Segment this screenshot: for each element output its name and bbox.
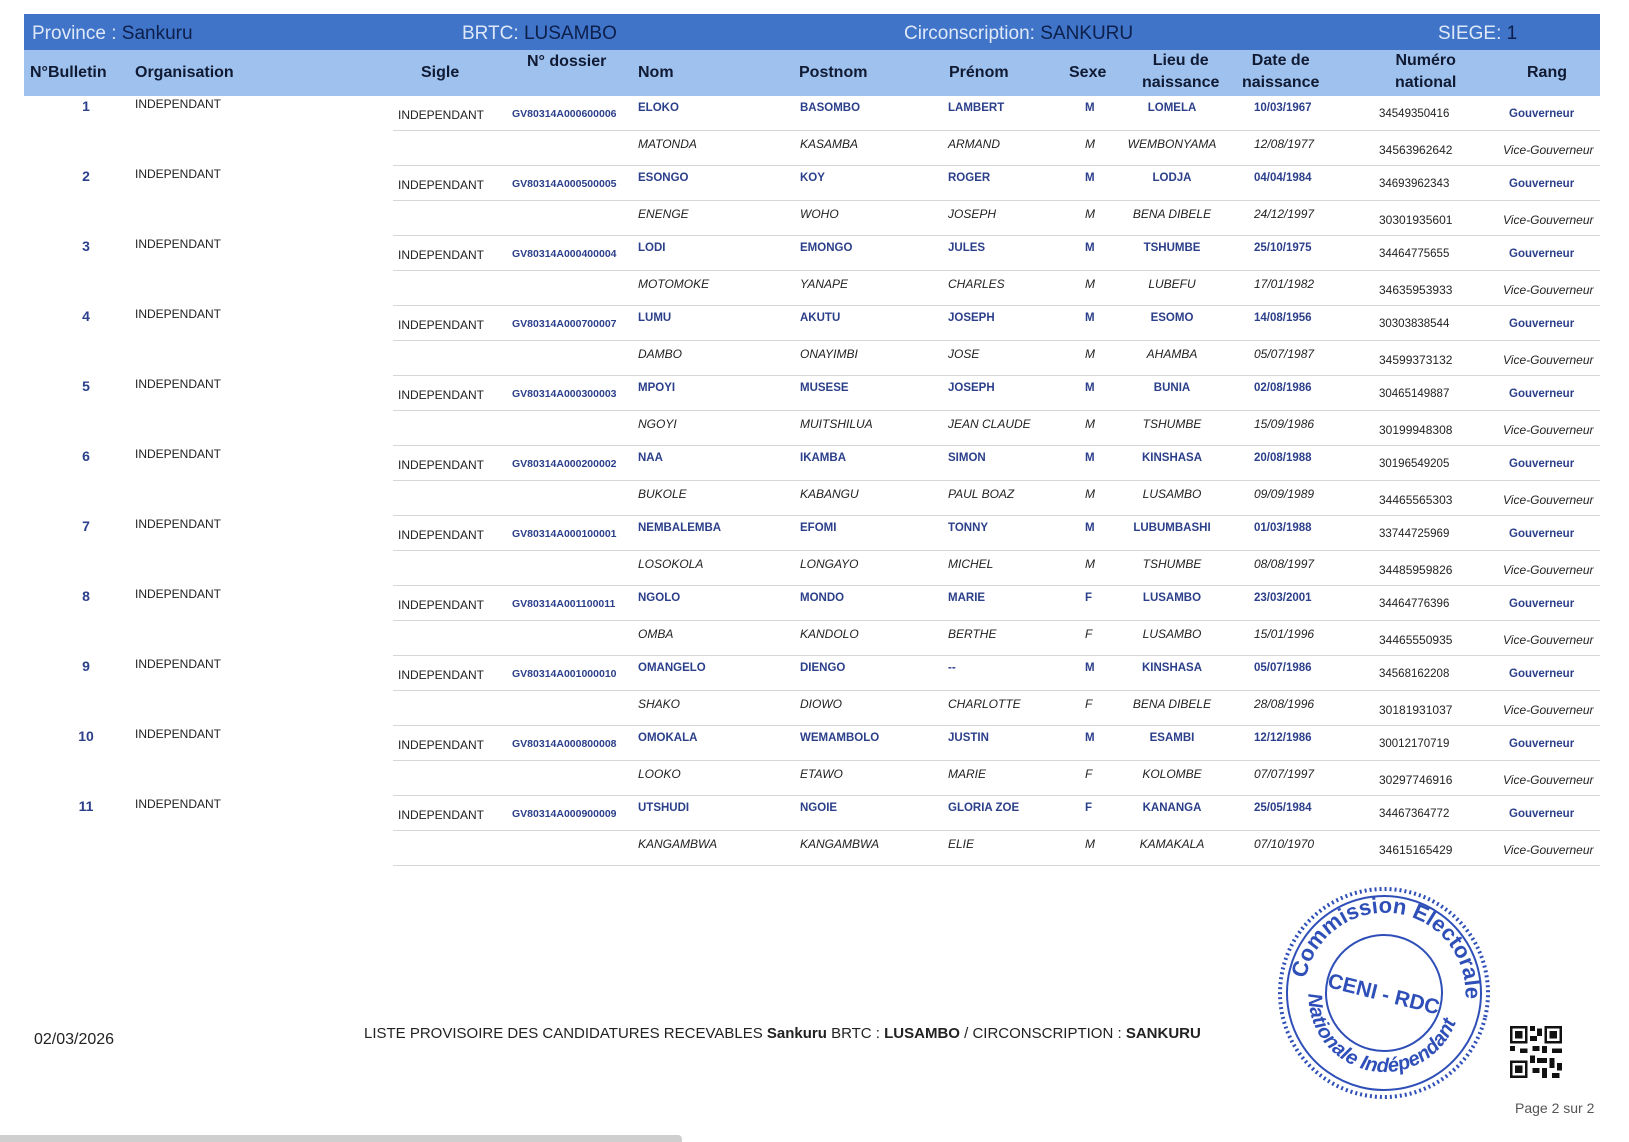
col-prenom: Prénom <box>949 64 1009 81</box>
cell-rang: Vice-Gouverneur <box>1503 353 1594 367</box>
circonscription-field <box>904 23 1133 45</box>
cell-lieu: KINSHASA <box>1141 452 1203 464</box>
qr-code-icon <box>1510 1026 1562 1078</box>
table-row-vice-gouverneur <box>0 411 1629 446</box>
cell-rang: Vice-Gouverneur <box>1503 213 1594 227</box>
cell-lieu: LUSAMBO <box>1142 487 1202 501</box>
cell-rang: Vice-Gouverneur <box>1503 493 1594 507</box>
cell-lieu: KAMAKALA <box>1139 837 1205 851</box>
table-row-gouverneur <box>0 96 1629 131</box>
cell-prenom: ARMAND <box>948 137 1001 151</box>
cell-nom: NGOYI <box>638 417 677 431</box>
table-row-vice-gouverneur <box>0 551 1629 586</box>
cell-prenom: JOSE <box>948 347 980 361</box>
cell-postnom: EMONGO <box>800 242 853 254</box>
cell-postnom: WOHO <box>800 207 839 221</box>
circonscription-value: SANKURU <box>1040 23 1134 44</box>
cell-sexe: M <box>1085 137 1095 151</box>
cell-date: 05/07/1986 <box>1254 662 1312 674</box>
cell-numero: 34599373132 <box>1379 353 1453 367</box>
sigle: INDEPENDANT <box>398 178 485 192</box>
cell-prenom: JUSTIN <box>948 732 989 744</box>
cell-numero: 34464776396 <box>1379 598 1450 610</box>
sigle: INDEPENDANT <box>398 668 485 682</box>
col-lieu-line2: naissance <box>1142 74 1220 91</box>
cell-lieu: LUBUMBASHI <box>1133 522 1211 534</box>
cell-nom: OMANGELO <box>638 662 706 674</box>
organisation: INDEPENDANT <box>135 517 222 531</box>
cell-sexe: M <box>1085 277 1095 291</box>
organisation: INDEPENDANT <box>135 97 222 111</box>
stamp-bottom-text: Nationale Indépendante <box>1303 992 1461 1078</box>
cell-postnom: KANGAMBWA <box>800 837 880 851</box>
footer-text-1: LISTE PROVISOIRE DES CANDIDATURES RECEVABLES <box>364 1025 767 1042</box>
col-numero <box>1395 50 1456 94</box>
cell-date: 15/01/1996 <box>1254 627 1315 641</box>
cell-date: 25/05/1984 <box>1254 802 1312 814</box>
cell-nom: LOOKO <box>638 767 681 781</box>
cell-sexe: F <box>1085 627 1093 641</box>
brtc-value: LUSAMBO <box>523 23 617 44</box>
cell-numero: 30181931037 <box>1379 703 1453 717</box>
bulletin-number: 5 <box>82 378 90 394</box>
cell-postnom: YANAPE <box>800 277 849 291</box>
cell-lieu: BENA DIBELE <box>1132 207 1212 221</box>
organisation: INDEPENDANT <box>135 237 222 251</box>
sigle: INDEPENDANT <box>398 248 485 262</box>
cell-date: 10/03/1967 <box>1254 102 1312 114</box>
cell-numero: 34464775655 <box>1379 248 1450 260</box>
cell-prenom: MICHEL <box>948 557 994 571</box>
bulletin-number: 9 <box>82 658 90 674</box>
dossier-number: GV80314A000200002 <box>512 458 617 470</box>
col-date-line2: naissance <box>1242 74 1320 91</box>
cell-prenom: PAUL BOAZ <box>948 487 1015 501</box>
cell-date: 12/08/1977 <box>1254 137 1315 151</box>
cell-nom: LOSOKOLA <box>638 557 704 571</box>
cell-rang: Gouverneur <box>1509 178 1575 190</box>
cell-nom: MPOYI <box>638 382 676 394</box>
table-row-gouverneur <box>0 166 1629 201</box>
dossier-number: GV80314A001100011 <box>512 598 616 610</box>
dossier-number: GV80314A000400004 <box>512 248 617 260</box>
cell-nom: ESONGO <box>638 172 689 184</box>
cell-rang: Gouverneur <box>1509 808 1575 820</box>
cell-sexe: M <box>1085 837 1095 851</box>
cell-sexe: M <box>1085 102 1095 114</box>
cell-rang: Gouverneur <box>1509 598 1575 610</box>
cell-rang: Vice-Gouverneur <box>1503 773 1594 787</box>
cell-rang: Gouverneur <box>1509 108 1575 120</box>
stamp-top-text: Commission Electorale <box>1286 892 1486 1000</box>
cell-lieu: TSHUMBE <box>1142 557 1202 571</box>
cell-prenom: GLORIA ZOE <box>948 802 1020 814</box>
cell-nom: UTSHUDI <box>638 802 690 814</box>
sigle: INDEPENDANT <box>398 528 485 542</box>
cell-prenom: MARIE <box>948 592 986 604</box>
cell-postnom: KOY <box>800 172 825 184</box>
table-row-gouverneur <box>0 586 1629 621</box>
cell-date: 02/08/1986 <box>1254 382 1312 394</box>
organisation: INDEPENDANT <box>135 377 222 391</box>
cell-postnom: KANDOLO <box>800 627 859 641</box>
row-divider <box>393 865 1600 866</box>
cell-postnom: DIENGO <box>800 662 846 674</box>
bulletin-number: 2 <box>82 168 90 184</box>
cell-lieu: LUSAMBO <box>1142 627 1202 641</box>
cell-postnom: ETAWO <box>800 767 843 781</box>
cell-lieu: BENA DIBELE <box>1132 697 1212 711</box>
table-row-vice-gouverneur <box>0 201 1629 236</box>
cell-date: 07/10/1970 <box>1254 837 1315 851</box>
table-row-gouverneur <box>0 376 1629 411</box>
cell-sexe: M <box>1085 347 1095 361</box>
bulletin-number: 4 <box>82 308 90 324</box>
stamp-center-text: CENI - RDC <box>1325 969 1442 1020</box>
col-numero-line2: national <box>1395 74 1457 91</box>
col-sigle: Sigle <box>421 64 460 81</box>
cell-postnom: MONDO <box>800 592 845 604</box>
sigle: INDEPENDANT <box>398 738 485 752</box>
cell-postnom: EFOMI <box>800 522 837 534</box>
cell-prenom: ELIE <box>948 837 975 851</box>
cell-prenom: -- <box>948 662 956 674</box>
col-sexe: Sexe <box>1069 64 1107 81</box>
cell-numero: 34465550935 <box>1379 633 1453 647</box>
cell-prenom: JOSEPH <box>948 207 997 221</box>
col-date-line1: Date de <box>1251 52 1310 69</box>
cell-postnom: MUITSHILUA <box>800 417 873 431</box>
sigle: INDEPENDANT <box>398 598 485 612</box>
cell-lieu: BUNIA <box>1153 382 1191 394</box>
cell-prenom: BERTHE <box>948 627 997 641</box>
cell-date: 17/01/1982 <box>1254 277 1315 291</box>
cell-numero: 30303838544 <box>1379 318 1450 330</box>
cell-sexe: M <box>1085 487 1095 501</box>
cell-date: 09/09/1989 <box>1254 487 1315 501</box>
cell-nom: LUMU <box>638 312 672 324</box>
cell-date: 14/08/1956 <box>1254 312 1312 324</box>
cell-rang: Vice-Gouverneur <box>1503 563 1594 577</box>
column-header-row <box>24 50 1600 96</box>
siege-label: SIEGE: <box>1438 23 1507 44</box>
cell-nom: NGOLO <box>638 592 681 604</box>
dossier-number: GV80314A000300003 <box>512 388 617 400</box>
cell-prenom: SIMON <box>948 452 986 464</box>
scrollbar[interactable] <box>0 1135 682 1142</box>
circonscription-label: Circonscription: <box>904 23 1041 44</box>
table-row-vice-gouverneur <box>0 131 1629 166</box>
cell-lieu: KINSHASA <box>1141 662 1203 674</box>
footer-date: 02/03/2026 <box>34 1031 115 1048</box>
cell-date: 28/08/1996 <box>1254 697 1315 711</box>
province-label: Province : <box>32 23 122 44</box>
cell-sexe: M <box>1085 172 1095 184</box>
cell-prenom: TONNY <box>948 522 989 534</box>
cell-lieu: WEMBONYAMA <box>1127 137 1217 151</box>
table-row-vice-gouverneur <box>0 341 1629 376</box>
sigle: INDEPENDANT <box>398 388 485 402</box>
cell-sexe: F <box>1085 767 1093 781</box>
footer-province: Sankuru <box>766 1025 827 1042</box>
siege-field <box>1438 23 1517 45</box>
cell-date: 25/10/1975 <box>1254 242 1312 254</box>
province-field <box>32 23 193 45</box>
cell-numero: 33744725969 <box>1379 528 1450 540</box>
col-rang: Rang <box>1527 64 1567 81</box>
dossier-number: GV80314A000600006 <box>512 108 617 120</box>
cell-rang: Vice-Gouverneur <box>1503 843 1594 857</box>
cell-postnom: LONGAYO <box>800 557 859 571</box>
cell-sexe: F <box>1085 802 1093 814</box>
cell-date: 04/04/1984 <box>1254 172 1312 184</box>
cell-lieu: LOMELA <box>1147 102 1197 114</box>
cell-date: 20/08/1988 <box>1254 452 1312 464</box>
organisation: INDEPENDANT <box>135 167 222 181</box>
cell-sexe: M <box>1085 732 1095 744</box>
cell-nom: OMBA <box>638 627 674 641</box>
cell-date: 05/07/1987 <box>1254 347 1315 361</box>
cell-nom: MATONDA <box>638 137 697 151</box>
cell-nom: NAA <box>638 452 663 464</box>
col-lieu <box>1142 50 1219 94</box>
cell-sexe: M <box>1085 452 1095 464</box>
cell-numero: 34568162208 <box>1379 668 1450 680</box>
cell-nom: MOTOMOKE <box>638 277 710 291</box>
cell-nom: LODI <box>638 242 666 254</box>
cell-date: 12/12/1986 <box>1254 732 1312 744</box>
ceni-stamp <box>1275 884 1493 1102</box>
col-bulletin: N°Bulletin <box>30 64 107 81</box>
table-row-gouverneur <box>0 656 1629 691</box>
brtc-field <box>462 23 617 45</box>
cell-sexe: F <box>1085 697 1093 711</box>
footer-text-2: BRTC : <box>826 1025 885 1042</box>
bulletin-number: 3 <box>82 238 90 254</box>
cell-numero: 34693962343 <box>1379 178 1450 190</box>
cell-lieu: LUBEFU <box>1148 277 1196 291</box>
cell-lieu: ESOMO <box>1150 312 1194 324</box>
bulletin-number: 1 <box>82 98 90 114</box>
table-row-vice-gouverneur <box>0 481 1629 516</box>
table-row-gouverneur <box>0 236 1629 271</box>
dossier-number: GV80314A000800008 <box>512 738 617 750</box>
dossier-number: GV80314A000700007 <box>512 318 617 330</box>
brtc-label: BRTC: <box>462 23 524 44</box>
cell-numero: 34485959826 <box>1379 563 1453 577</box>
cell-rang: Gouverneur <box>1509 318 1575 330</box>
cell-numero: 34465565303 <box>1379 493 1453 507</box>
table-row-vice-gouverneur <box>0 831 1629 866</box>
cell-rang: Gouverneur <box>1509 528 1575 540</box>
cell-rang: Vice-Gouverneur <box>1503 633 1594 647</box>
siege-value: 1 <box>1506 23 1518 44</box>
organisation: INDEPENDANT <box>135 307 222 321</box>
cell-postnom: BASOMBO <box>800 102 861 114</box>
table-row-gouverneur <box>0 726 1629 761</box>
cell-postnom: ONAYIMBI <box>800 347 858 361</box>
cell-postnom: WEMAMBOLO <box>800 732 880 744</box>
cell-sexe: M <box>1085 312 1095 324</box>
cell-lieu: LUSAMBO <box>1142 592 1202 604</box>
header-banner <box>24 14 1600 50</box>
province-value: Sankuru <box>121 23 193 44</box>
cell-rang: Gouverneur <box>1509 248 1575 260</box>
cell-nom: BUKOLE <box>638 487 687 501</box>
cell-postnom: AKUTU <box>800 312 841 324</box>
dossier-number: GV80314A001000010 <box>512 668 617 680</box>
table-row-gouverneur <box>0 516 1629 551</box>
organisation: INDEPENDANT <box>135 587 222 601</box>
footer-circonscription: SANKURU <box>1125 1025 1201 1042</box>
table-row-vice-gouverneur <box>0 621 1629 656</box>
cell-sexe: M <box>1085 207 1095 221</box>
bulletin-number: 10 <box>78 728 94 744</box>
sigle: INDEPENDANT <box>398 108 485 122</box>
cell-rang: Vice-Gouverneur <box>1503 143 1594 157</box>
cell-rang: Gouverneur <box>1509 458 1575 470</box>
col-dossier: N° dossier <box>527 53 607 70</box>
cell-nom: SHAKO <box>638 697 681 711</box>
cell-prenom: JULES <box>948 242 986 254</box>
table-row-vice-gouverneur <box>0 271 1629 306</box>
cell-prenom: MARIE <box>948 767 987 781</box>
bulletin-number: 7 <box>82 518 90 534</box>
cell-nom: ENENGE <box>638 207 689 221</box>
page-number: Page 2 sur 2 <box>1515 1100 1595 1116</box>
cell-lieu: KANANGA <box>1142 802 1202 814</box>
table-row-gouverneur <box>0 796 1629 831</box>
cell-sexe: M <box>1085 242 1095 254</box>
cell-rang: Gouverneur <box>1509 388 1575 400</box>
organisation: INDEPENDANT <box>135 657 222 671</box>
cell-sexe: M <box>1085 662 1095 674</box>
col-numero-line1: Numéro <box>1395 52 1456 69</box>
cell-prenom: JOSEPH <box>948 382 995 394</box>
cell-numero: 34467364772 <box>1379 808 1450 820</box>
footer-brtc: LUSAMBO <box>884 1025 960 1042</box>
sigle: INDEPENDANT <box>398 458 485 472</box>
cell-date: 07/07/1997 <box>1254 767 1315 781</box>
bulletin-number: 11 <box>78 798 94 814</box>
cell-date: 23/03/2001 <box>1254 592 1312 604</box>
dossier-number: GV80314A000900009 <box>512 808 617 820</box>
cell-lieu: LODJA <box>1152 172 1192 184</box>
cell-postnom: MUSESE <box>800 382 849 394</box>
col-date <box>1242 50 1319 94</box>
cell-prenom: ROGER <box>948 172 991 184</box>
cell-rang: Vice-Gouverneur <box>1503 423 1594 437</box>
cell-numero: 30297746916 <box>1379 773 1453 787</box>
cell-rang: Vice-Gouverneur <box>1503 283 1594 297</box>
cell-postnom: DIOWO <box>800 697 842 711</box>
cell-postnom: KASAMBA <box>800 137 859 151</box>
sigle: INDEPENDANT <box>398 808 485 822</box>
organisation: INDEPENDANT <box>135 447 222 461</box>
cell-nom: NEMBALEMBA <box>638 522 722 534</box>
cell-lieu: KOLOMBE <box>1142 767 1202 781</box>
cell-sexe: M <box>1085 557 1095 571</box>
cell-prenom: JOSEPH <box>948 312 995 324</box>
col-postnom: Postnom <box>799 64 868 81</box>
organisation: INDEPENDANT <box>135 797 222 811</box>
cell-prenom: CHARLOTTE <box>948 697 1021 711</box>
cell-nom: OMOKALA <box>638 732 698 744</box>
cell-nom: ELOKO <box>638 102 679 114</box>
cell-postnom: NGOIE <box>800 802 838 814</box>
cell-date: 08/08/1997 <box>1254 557 1315 571</box>
cell-sexe: M <box>1085 522 1095 534</box>
cell-nom: KANGAMBWA <box>638 837 718 851</box>
col-nom: Nom <box>638 64 674 81</box>
sigle: INDEPENDANT <box>398 318 485 332</box>
cell-numero: 30199948308 <box>1379 423 1453 437</box>
bulletin-number: 6 <box>82 448 90 464</box>
dossier-number: GV80314A000500005 <box>512 178 617 190</box>
cell-prenom: JEAN CLAUDE <box>948 417 1031 431</box>
cell-numero: 34563962642 <box>1379 143 1453 157</box>
cell-date: 01/03/1988 <box>1254 522 1312 534</box>
footer-text-3: / CIRCONSCRIPTION : <box>959 1025 1126 1042</box>
cell-lieu: TSHUMBE <box>1143 242 1201 254</box>
footer-title <box>364 1025 1201 1042</box>
cell-date: 15/09/1986 <box>1254 417 1315 431</box>
cell-numero: 30301935601 <box>1379 213 1453 227</box>
cell-sexe: M <box>1085 382 1095 394</box>
dossier-number: GV80314A000100001 <box>512 528 617 540</box>
cell-numero: 34635953933 <box>1379 283 1453 297</box>
organisation: INDEPENDANT <box>135 727 222 741</box>
cell-prenom: CHARLES <box>948 277 1005 291</box>
cell-date: 24/12/1997 <box>1254 207 1315 221</box>
col-organisation: Organisation <box>135 64 234 81</box>
cell-nom: DAMBO <box>638 347 683 361</box>
col-lieu-line1: Lieu de <box>1152 52 1209 69</box>
table-row-vice-gouverneur <box>0 691 1629 726</box>
cell-lieu: AHAMBA <box>1146 347 1198 361</box>
cell-prenom: LAMBERT <box>948 102 1005 114</box>
cell-numero: 30012170719 <box>1379 738 1450 750</box>
table-row-gouverneur <box>0 306 1629 341</box>
cell-rang: Vice-Gouverneur <box>1503 703 1594 717</box>
cell-numero: 30465149887 <box>1379 388 1450 400</box>
cell-lieu: ESAMBI <box>1149 732 1195 744</box>
cell-numero: 30196549205 <box>1379 458 1450 470</box>
cell-lieu: TSHUMBE <box>1142 417 1202 431</box>
cell-sexe: M <box>1085 417 1095 431</box>
cell-numero: 34549350416 <box>1379 108 1450 120</box>
table-row-gouverneur <box>0 446 1629 481</box>
cell-rang: Gouverneur <box>1509 668 1575 680</box>
cell-rang: Gouverneur <box>1509 738 1575 750</box>
cell-postnom: KABANGU <box>800 487 859 501</box>
cell-sexe: F <box>1085 592 1093 604</box>
cell-postnom: IKAMBA <box>800 452 846 464</box>
bulletin-number: 8 <box>82 588 90 604</box>
cell-numero: 34615165429 <box>1379 843 1453 857</box>
table-row-vice-gouverneur <box>0 761 1629 796</box>
